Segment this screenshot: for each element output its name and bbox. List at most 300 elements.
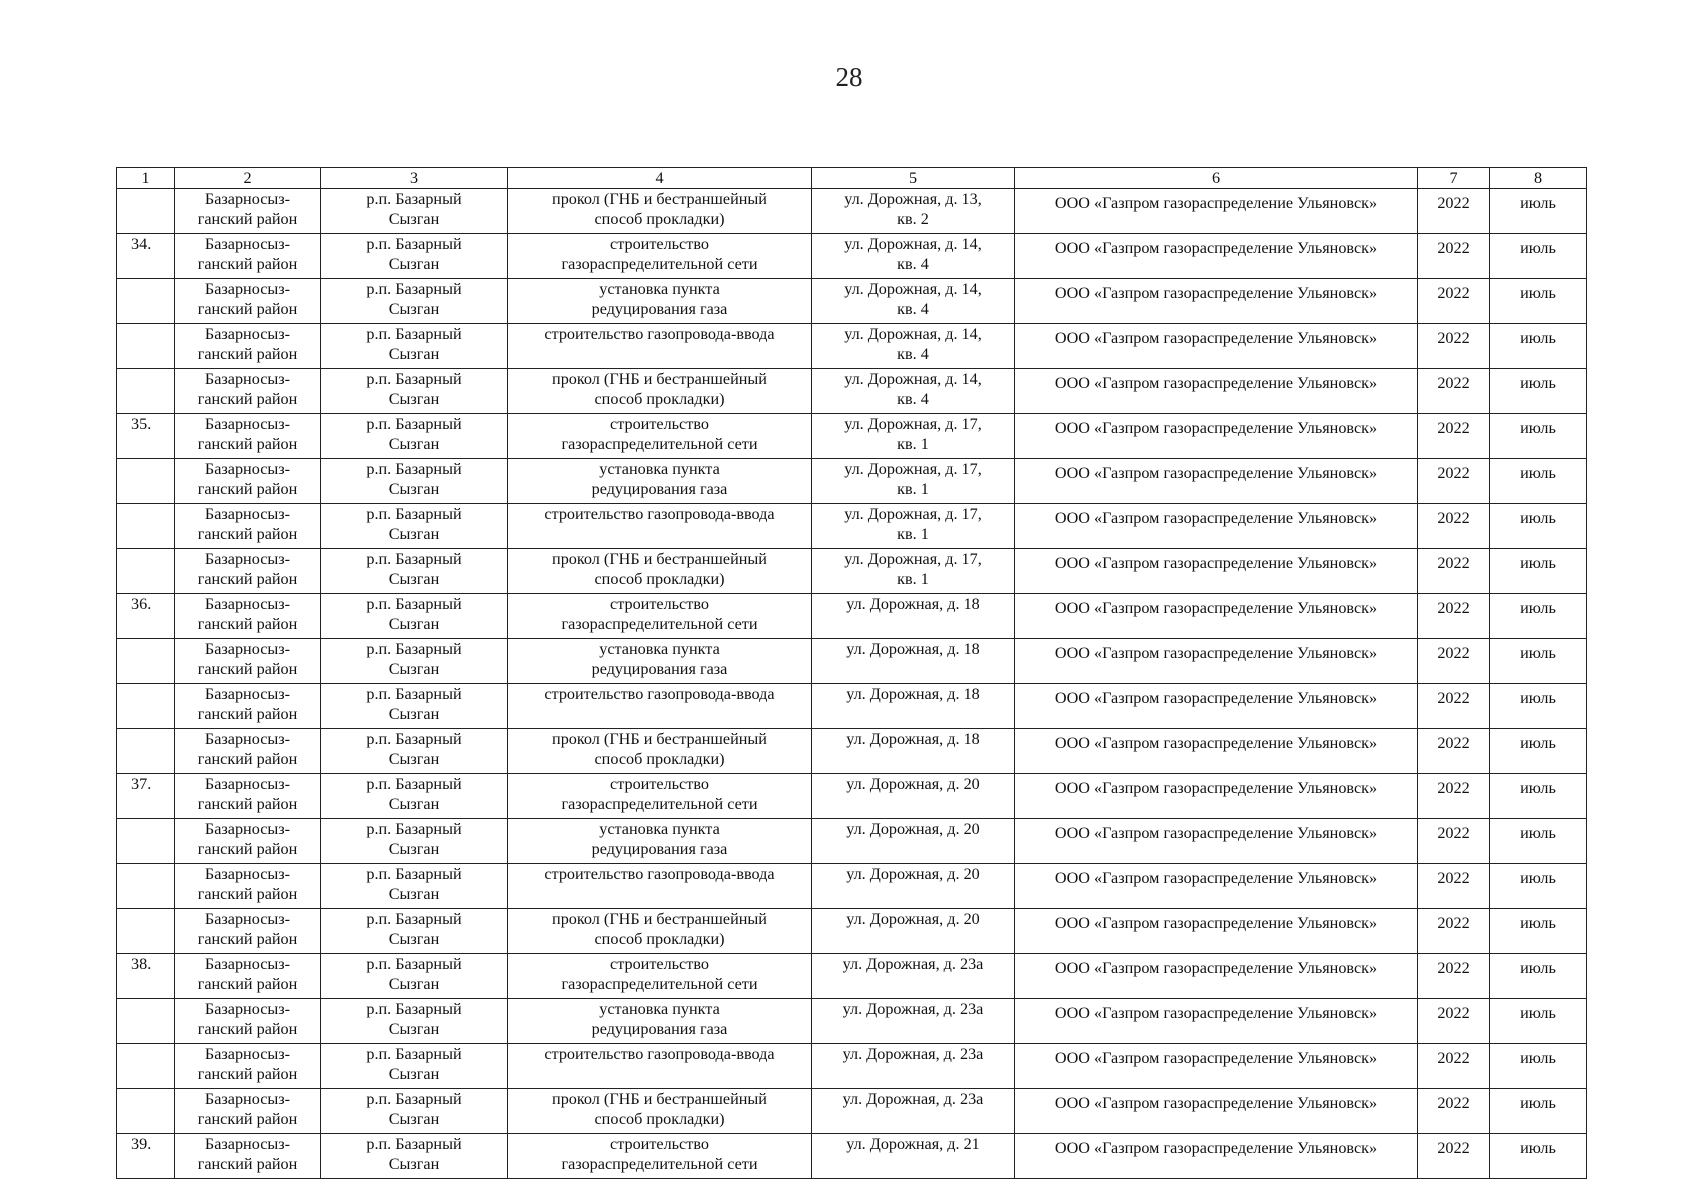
address-cell (812, 459, 1015, 504)
work-type-cell-line: строительство (610, 955, 709, 973)
work-type-cell (508, 324, 812, 369)
month-cell: июль (1490, 189, 1587, 234)
item-number (117, 504, 175, 549)
district-cell-line: Базарносыз- (204, 640, 291, 658)
table-row (117, 189, 1587, 234)
address-cell-line: кв. 4 (897, 345, 929, 363)
district-cell-line: Базарносыз- (204, 820, 291, 838)
year-cell: 2022 (1418, 819, 1490, 864)
address-cell-line: ул. Дорожная, д. 13, (844, 190, 982, 208)
work-type-cell-line: газораспределительной сети (561, 795, 758, 813)
work-type-cell-line: строительство (610, 235, 709, 253)
district-cell (175, 819, 321, 864)
work-type-cell-line: прокол (ГНБ и бестраншейный (552, 550, 767, 568)
district-cell (175, 909, 321, 954)
work-type-cell (508, 819, 812, 864)
address-cell (812, 594, 1015, 639)
work-type-cell-line: газораспределительной сети (561, 435, 758, 453)
header-cell: 1 (117, 168, 175, 189)
settlement-cell (321, 504, 508, 549)
work-type-cell-line: прокол (ГНБ и бестраншейный (552, 370, 767, 388)
item-number: 35. (117, 414, 175, 459)
work-type-cell-line: способ прокладки) (594, 930, 725, 948)
district-cell-line: ганский район (197, 1110, 298, 1128)
work-type-cell-line: строительство (610, 415, 709, 433)
work-type-cell (508, 774, 812, 819)
address-cell-line: ул. Дорожная, д. 20 (846, 775, 980, 793)
address-cell-line: ул. Дорожная, д. 23а (842, 955, 984, 973)
district-cell-line: ганский район (197, 210, 298, 228)
district-cell-line: ганский район (197, 435, 298, 453)
address-cell (812, 684, 1015, 729)
address-cell (812, 369, 1015, 414)
settlement-cell-line: р.п. Базарный (366, 415, 462, 433)
address-cell-line: ул. Дорожная, д. 20 (846, 865, 980, 883)
settlement-cell (321, 684, 508, 729)
work-type-cell-line: прокол (ГНБ и бестраншейный (552, 1090, 767, 1108)
address-cell-line: ул. Дорожная, д. 18 (846, 595, 980, 613)
table-row (117, 909, 1587, 954)
settlement-cell (321, 414, 508, 459)
address-cell (812, 279, 1015, 324)
item-number: 36. (117, 594, 175, 639)
organization-cell: ООО «Газпром газораспределение Ульяновск» (1015, 819, 1418, 864)
header-cell: 7 (1418, 168, 1490, 189)
month-cell: июль (1490, 954, 1587, 999)
district-cell-line: ганский район (197, 660, 298, 678)
table-row (117, 549, 1587, 594)
organization-cell: ООО «Газпром газораспределение Ульяновск» (1015, 999, 1418, 1044)
district-cell-line: ганский район (197, 345, 298, 363)
address-cell-line: кв. 2 (897, 210, 929, 228)
organization-cell: ООО «Газпром газораспределение Ульяновск» (1015, 1089, 1418, 1134)
work-type-cell (508, 459, 812, 504)
district-cell-line: ганский район (197, 615, 298, 633)
settlement-cell-line: р.п. Базарный (366, 370, 462, 388)
work-type-cell (508, 504, 812, 549)
work-type-cell (508, 639, 812, 684)
settlement-cell (321, 594, 508, 639)
item-number (117, 864, 175, 909)
month-cell: июль (1490, 414, 1587, 459)
settlement-cell-line: Сызган (388, 795, 440, 813)
item-number (117, 639, 175, 684)
column-number-header-row (117, 168, 1587, 189)
address-cell (812, 324, 1015, 369)
district-cell-line: Базарносыз- (204, 235, 291, 253)
district-cell-line: Базарносыз- (204, 1000, 291, 1018)
address-cell (812, 774, 1015, 819)
item-number (117, 549, 175, 594)
district-cell-line: ганский район (197, 975, 298, 993)
settlement-cell-line: Сызган (388, 930, 440, 948)
district-cell (175, 774, 321, 819)
year-cell: 2022 (1418, 954, 1490, 999)
month-cell: июль (1490, 819, 1587, 864)
settlement-cell-line: р.п. Базарный (366, 820, 462, 838)
year-cell: 2022 (1418, 189, 1490, 234)
district-cell-line: Базарносыз- (204, 550, 291, 568)
month-cell: июль (1490, 594, 1587, 639)
address-cell (812, 864, 1015, 909)
settlement-cell (321, 999, 508, 1044)
work-type-cell-line: строительство (610, 1135, 709, 1153)
district-cell-line: Базарносыз- (204, 685, 291, 703)
table-row (117, 594, 1587, 639)
work-type-cell-line: строительство (610, 775, 709, 793)
district-cell-line: Базарносыз- (204, 865, 291, 883)
address-cell-line: кв. 4 (897, 300, 929, 318)
year-cell: 2022 (1418, 774, 1490, 819)
settlement-cell-line: Сызган (388, 840, 440, 858)
district-cell (175, 549, 321, 594)
settlement-cell-line: Сызган (388, 660, 440, 678)
district-cell-line: Базарносыз- (204, 325, 291, 343)
address-cell (812, 639, 1015, 684)
work-type-cell-line: установка пункта (599, 820, 720, 838)
month-cell: июль (1490, 639, 1587, 684)
month-cell: июль (1490, 684, 1587, 729)
month-cell: июль (1490, 504, 1587, 549)
work-type-cell-line: строительство газопровода-ввода (544, 685, 775, 703)
month-cell: июль (1490, 774, 1587, 819)
address-cell-line: кв. 4 (897, 255, 929, 273)
work-type-cell-line: строительство газопровода-ввода (544, 1045, 775, 1063)
address-cell-line: ул. Дорожная, д. 14, (844, 370, 982, 388)
settlement-cell-line: р.п. Базарный (366, 325, 462, 343)
work-type-cell-line: прокол (ГНБ и бестраншейный (552, 910, 767, 928)
address-cell-line: ул. Дорожная, д. 18 (846, 730, 980, 748)
item-number (117, 684, 175, 729)
settlement-cell-line: Сызган (388, 1065, 440, 1083)
organization-cell: ООО «Газпром газораспределение Ульяновск» (1015, 729, 1418, 774)
month-cell: июль (1490, 729, 1587, 774)
settlement-cell (321, 324, 508, 369)
settlement-cell-line: р.п. Базарный (366, 775, 462, 793)
settlement-cell-line: р.п. Базарный (366, 460, 462, 478)
district-cell-line: Базарносыз- (204, 460, 291, 478)
work-type-cell-line: установка пункта (599, 1000, 720, 1018)
address-cell-line: ул. Дорожная, д. 18 (846, 640, 980, 658)
table-row (117, 729, 1587, 774)
district-cell-line: Базарносыз- (204, 775, 291, 793)
settlement-cell (321, 234, 508, 279)
district-cell (175, 459, 321, 504)
address-cell-line: ул. Дорожная, д. 14, (844, 235, 982, 253)
organization-cell: ООО «Газпром газораспределение Ульяновск» (1015, 1044, 1418, 1089)
item-number: 39. (117, 1134, 175, 1179)
district-cell (175, 369, 321, 414)
table-row (117, 369, 1587, 414)
district-cell (175, 594, 321, 639)
year-cell: 2022 (1418, 549, 1490, 594)
item-number (117, 369, 175, 414)
district-cell-line: ганский район (197, 705, 298, 723)
year-cell: 2022 (1418, 459, 1490, 504)
work-type-cell-line: способ прокладки) (594, 390, 725, 408)
district-cell-line: ганский район (197, 480, 298, 498)
table-row (117, 1134, 1587, 1179)
work-type-cell (508, 189, 812, 234)
settlement-cell (321, 774, 508, 819)
settlement-cell-line: р.п. Базарный (366, 280, 462, 298)
month-cell: июль (1490, 549, 1587, 594)
district-cell-line: ганский район (197, 1065, 298, 1083)
header-cell: 2 (175, 168, 321, 189)
page-number: 28 (835, 62, 863, 92)
header-cell: 3 (321, 168, 508, 189)
item-number (117, 999, 175, 1044)
year-cell: 2022 (1418, 1089, 1490, 1134)
organization-cell: ООО «Газпром газораспределение Ульяновск» (1015, 954, 1418, 999)
month-cell: июль (1490, 459, 1587, 504)
settlement-cell-line: Сызган (388, 1155, 440, 1173)
settlement-cell-line: р.п. Базарный (366, 190, 462, 208)
year-cell: 2022 (1418, 504, 1490, 549)
table-row (117, 234, 1587, 279)
year-cell: 2022 (1418, 909, 1490, 954)
district-cell-line: ганский район (197, 525, 298, 543)
address-cell-line: ул. Дорожная, д. 23а (842, 1045, 984, 1063)
year-cell: 2022 (1418, 999, 1490, 1044)
address-cell (812, 729, 1015, 774)
month-cell: июль (1490, 909, 1587, 954)
settlement-cell-line: р.п. Базарный (366, 685, 462, 703)
work-type-cell-line: строительство газопровода-ввода (544, 865, 775, 883)
district-cell (175, 1089, 321, 1134)
table-row (117, 504, 1587, 549)
work-type-cell-line: строительство газопровода-ввода (544, 505, 775, 523)
address-cell (812, 1089, 1015, 1134)
settlement-cell (321, 1134, 508, 1179)
settlement-cell (321, 909, 508, 954)
month-cell: июль (1490, 234, 1587, 279)
work-type-cell (508, 864, 812, 909)
table-row (117, 774, 1587, 819)
item-number (117, 729, 175, 774)
district-cell (175, 234, 321, 279)
district-cell-line: Базарносыз- (204, 1045, 291, 1063)
address-cell-line: ул. Дорожная, д. 17, (844, 505, 982, 523)
settlement-cell-line: р.п. Базарный (366, 730, 462, 748)
organization-cell: ООО «Газпром газораспределение Ульяновск» (1015, 279, 1418, 324)
district-cell-line: ганский район (197, 930, 298, 948)
address-cell (812, 909, 1015, 954)
address-cell (812, 1134, 1015, 1179)
item-number (117, 909, 175, 954)
work-type-cell (508, 999, 812, 1044)
settlement-cell-line: р.п. Базарный (366, 595, 462, 613)
address-cell (812, 504, 1015, 549)
work-type-cell-line: редуцирования газа (591, 840, 728, 858)
address-cell (812, 1044, 1015, 1089)
settlement-cell-line: р.п. Базарный (366, 910, 462, 928)
header-cell: 4 (508, 168, 812, 189)
district-cell-line: Базарносыз- (204, 955, 291, 973)
work-type-cell-line: газораспределительной сети (561, 255, 758, 273)
settlement-cell-line: р.п. Базарный (366, 955, 462, 973)
district-cell (175, 954, 321, 999)
organization-cell: ООО «Газпром газораспределение Ульяновск» (1015, 234, 1418, 279)
district-cell-line: ганский район (197, 750, 298, 768)
district-cell (175, 729, 321, 774)
settlement-cell-line: Сызган (388, 1020, 440, 1038)
settlement-cell-line: Сызган (388, 300, 440, 318)
settlement-cell-line: Сызган (388, 615, 440, 633)
item-number (117, 189, 175, 234)
table-row (117, 864, 1587, 909)
settlement-cell-line: Сызган (388, 975, 440, 993)
district-cell (175, 1134, 321, 1179)
settlement-cell-line: Сызган (388, 210, 440, 228)
district-cell (175, 279, 321, 324)
district-cell-line: ганский район (197, 255, 298, 273)
organization-cell: ООО «Газпром газораспределение Ульяновск» (1015, 639, 1418, 684)
address-cell (812, 819, 1015, 864)
month-cell: июль (1490, 324, 1587, 369)
table-row (117, 1089, 1587, 1134)
settlement-cell-line: Сызган (388, 705, 440, 723)
address-cell (812, 189, 1015, 234)
year-cell: 2022 (1418, 414, 1490, 459)
work-type-cell (508, 954, 812, 999)
work-type-cell-line: редуцирования газа (591, 480, 728, 498)
organization-cell: ООО «Газпром газораспределение Ульяновск» (1015, 684, 1418, 729)
settlement-cell (321, 954, 508, 999)
item-number: 38. (117, 954, 175, 999)
work-type-cell (508, 369, 812, 414)
settlement-cell-line: Сызган (388, 435, 440, 453)
settlement-cell-line: р.п. Базарный (366, 550, 462, 568)
settlement-cell-line: р.п. Базарный (366, 1000, 462, 1018)
year-cell: 2022 (1418, 639, 1490, 684)
year-cell: 2022 (1418, 234, 1490, 279)
item-number (117, 1089, 175, 1134)
work-type-cell-line: прокол (ГНБ и бестраншейный (552, 190, 767, 208)
month-cell: июль (1490, 864, 1587, 909)
district-cell-line: Базарносыз- (204, 910, 291, 928)
work-type-cell-line: газораспределительной сети (561, 975, 758, 993)
settlement-cell (321, 1089, 508, 1134)
table-body (117, 168, 1587, 1179)
address-cell-line: кв. 4 (897, 390, 929, 408)
header-cell: 6 (1015, 168, 1418, 189)
address-cell-line: ул. Дорожная, д. 14, (844, 280, 982, 298)
works-table (116, 167, 1587, 1179)
settlement-cell-line: Сызган (388, 525, 440, 543)
settlement-cell-line: р.п. Базарный (366, 1090, 462, 1108)
organization-cell: ООО «Газпром газораспределение Ульяновск» (1015, 774, 1418, 819)
work-type-cell-line: способ прокладки) (594, 750, 725, 768)
work-type-cell (508, 1134, 812, 1179)
address-cell-line: кв. 1 (897, 525, 929, 543)
address-cell (812, 414, 1015, 459)
district-cell-line: ганский район (197, 885, 298, 903)
settlement-cell (321, 369, 508, 414)
district-cell (175, 414, 321, 459)
address-cell-line: кв. 1 (897, 435, 929, 453)
year-cell: 2022 (1418, 729, 1490, 774)
district-cell-line: Базарносыз- (204, 415, 291, 433)
table-row (117, 1044, 1587, 1089)
item-number (117, 279, 175, 324)
work-type-cell-line: установка пункта (599, 460, 720, 478)
address-cell-line: ул. Дорожная, д. 17, (844, 460, 982, 478)
address-cell-line: ул. Дорожная, д. 23а (842, 1090, 984, 1108)
work-type-cell-line: способ прокладки) (594, 210, 725, 228)
district-cell-line: Базарносыз- (204, 730, 291, 748)
district-cell (175, 324, 321, 369)
settlement-cell-line: р.п. Базарный (366, 640, 462, 658)
settlement-cell-line: р.п. Базарный (366, 865, 462, 883)
year-cell: 2022 (1418, 1134, 1490, 1179)
settlement-cell (321, 459, 508, 504)
table-row (117, 414, 1587, 459)
month-cell: июль (1490, 999, 1587, 1044)
settlement-cell (321, 729, 508, 774)
address-cell-line: ул. Дорожная, д. 21 (846, 1135, 980, 1153)
work-type-cell (508, 729, 812, 774)
work-type-cell (508, 1089, 812, 1134)
address-cell (812, 549, 1015, 594)
address-cell (812, 999, 1015, 1044)
item-number (117, 1044, 175, 1089)
address-cell-line: кв. 1 (897, 570, 929, 588)
district-cell-line: ганский район (197, 840, 298, 858)
address-cell-line: ул. Дорожная, д. 17, (844, 415, 982, 433)
year-cell: 2022 (1418, 1044, 1490, 1089)
address-cell (812, 234, 1015, 279)
district-cell-line: Базарносыз- (204, 1135, 291, 1153)
settlement-cell (321, 189, 508, 234)
table-row (117, 639, 1587, 684)
year-cell: 2022 (1418, 324, 1490, 369)
work-type-cell-line: строительство газопровода-ввода (544, 325, 775, 343)
item-number (117, 324, 175, 369)
work-type-cell-line: редуцирования газа (591, 1020, 728, 1038)
organization-cell: ООО «Газпром газораспределение Ульяновск» (1015, 549, 1418, 594)
address-cell-line: кв. 1 (897, 480, 929, 498)
work-type-cell (508, 279, 812, 324)
settlement-cell (321, 549, 508, 594)
address-cell-line: ул. Дорожная, д. 20 (846, 910, 980, 928)
work-type-cell-line: газораспределительной сети (561, 1155, 758, 1173)
work-type-cell-line: способ прокладки) (594, 570, 725, 588)
district-cell-line: ганский район (197, 795, 298, 813)
work-type-cell-line: прокол (ГНБ и бестраншейный (552, 730, 767, 748)
item-number (117, 459, 175, 504)
settlement-cell-line: р.п. Базарный (366, 235, 462, 253)
address-cell-line: ул. Дорожная, д. 14, (844, 325, 982, 343)
district-cell-line: Базарносыз- (204, 280, 291, 298)
district-cell (175, 639, 321, 684)
work-type-cell-line: способ прокладки) (594, 1110, 725, 1128)
district-cell-line: Базарносыз- (204, 370, 291, 388)
work-type-cell-line: строительство (610, 595, 709, 613)
address-cell-line: ул. Дорожная, д. 17, (844, 550, 982, 568)
settlement-cell-line: Сызган (388, 885, 440, 903)
year-cell: 2022 (1418, 864, 1490, 909)
work-type-cell (508, 234, 812, 279)
month-cell: июль (1490, 1044, 1587, 1089)
organization-cell: ООО «Газпром газораспределение Ульяновск» (1015, 594, 1418, 639)
district-cell (175, 684, 321, 729)
table-row (117, 324, 1587, 369)
table-row (117, 954, 1587, 999)
district-cell (175, 504, 321, 549)
settlement-cell-line: Сызган (388, 255, 440, 273)
district-cell-line: Базарносыз- (204, 190, 291, 208)
